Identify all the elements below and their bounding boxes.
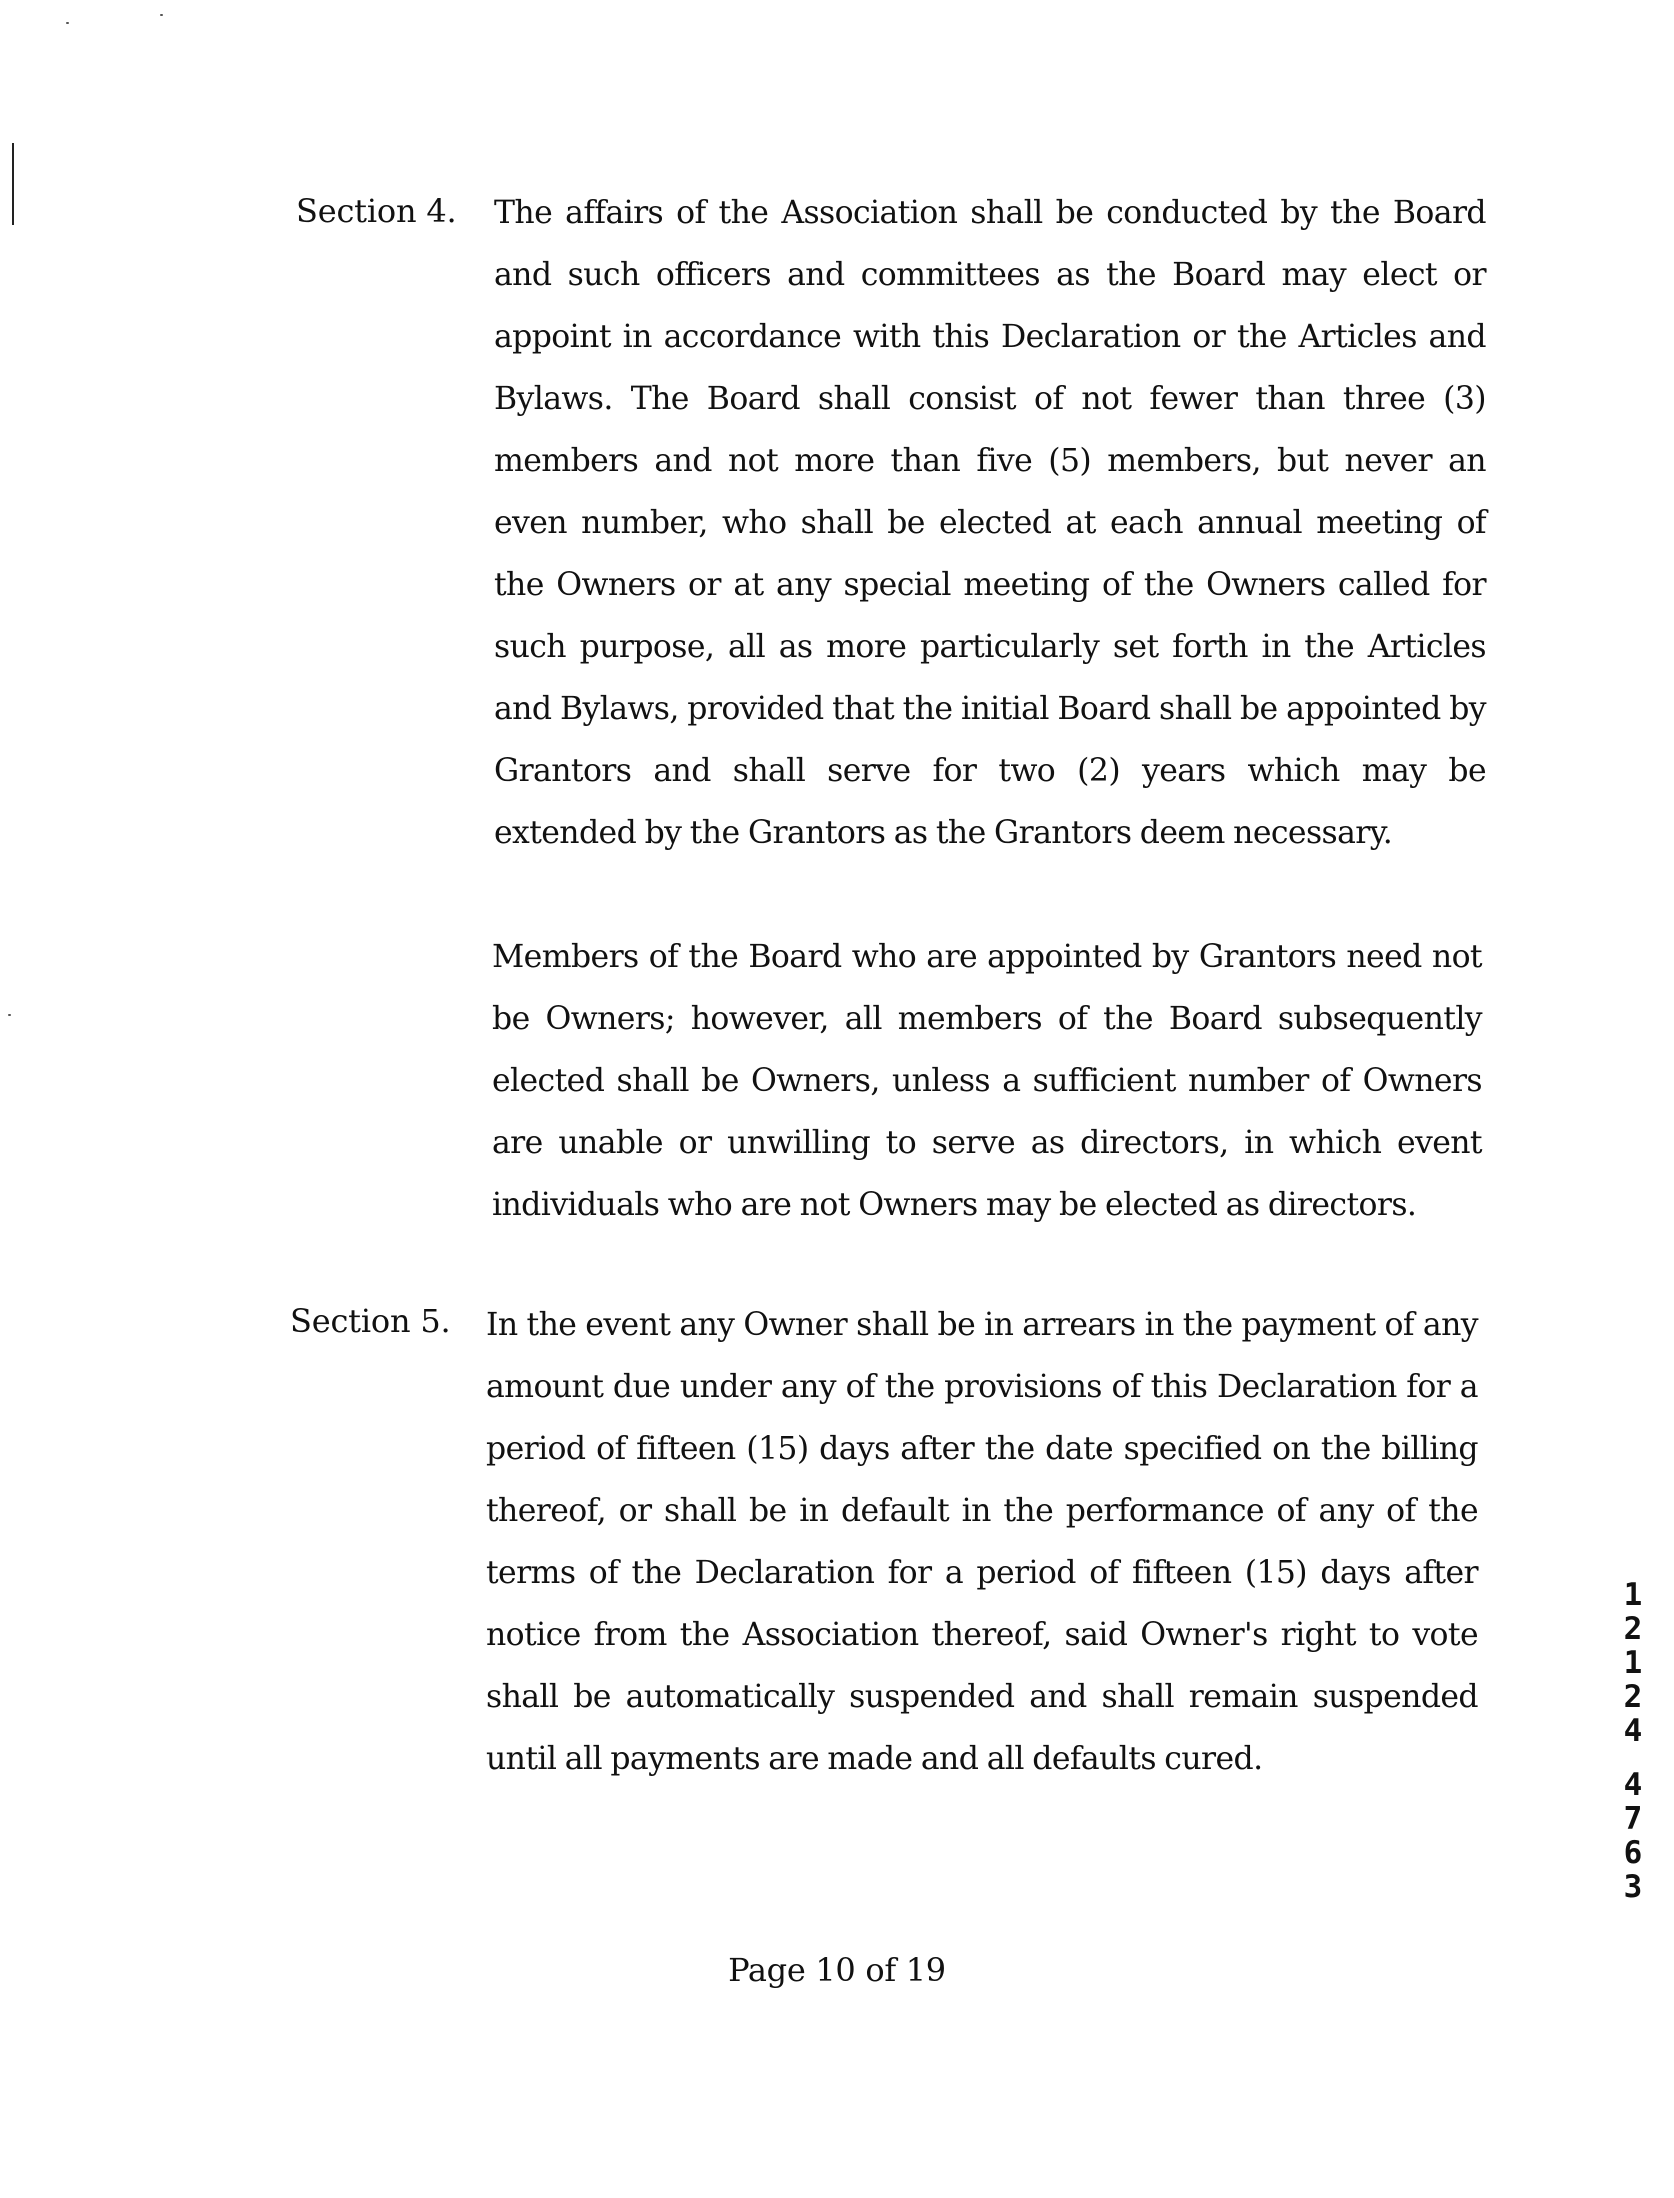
page-number: Page 10 of 19	[728, 1951, 946, 1989]
recording-digit: 1	[1623, 1645, 1643, 1681]
section-5-label: Section 5.	[290, 1302, 451, 1340]
recording-digit: 1	[1623, 1577, 1643, 1613]
recording-digit: 7	[1623, 1801, 1643, 1837]
recording-digit: 2	[1623, 1679, 1643, 1715]
recording-digit: 3	[1623, 1869, 1643, 1905]
section-5-paragraph-1: In the event any Owner shall be in arrears in the payment of any amount due under any of the provisions of this Declaration for a period of fifteen (15) days after the date specified on the billing thereof, or shall be in default in the performance of any of the terms of the Declaration for a period of fifteen (15) days after notice from the Association thereof, said Owner's right to vote shall be automatically suspended and shall remain suspended until all payments are made and all defaults cured.	[486, 1307, 1478, 1777]
section-4-paragraph-1: The affairs of the Association shall be conducted by the Board and such officers and committees as the Board may elect or appoint in accordance with this Declaration or the Articles and Bylaws. The Board shall consist of not fewer than three (3) members and not more than five (5) members, but never an even number, who shall be elected at each annual meeting of the Owners or at any special meeting of the Owners called for such purpose, all as more particularly set forth in the Articles and Bylaws, provided that the initial Board shall be appointed by Grantors and shall serve for two (2) years which may be extended by the Grantors as the Grantors deem necessary.	[494, 195, 1486, 851]
recording-digit: 2	[1623, 1611, 1643, 1647]
section-4-label: Section 4.	[296, 192, 457, 230]
recording-number	[1616, 1578, 1650, 1904]
recording-digit: 4	[1623, 1713, 1643, 1749]
scan-margin-mark	[12, 143, 14, 225]
recording-digit: 4	[1623, 1767, 1643, 1803]
recording-digit: 6	[1623, 1835, 1643, 1871]
scan-speck	[160, 14, 163, 16]
section-4-paragraph-2: Members of the Board who are appointed by Grantors need not be Owners; however, all members of the Board subsequently elected shall be Owners, unless a sufficient number of Owners are unable or unwilling to serve as directors, in which event individuals who are not Owners may be elected as directors.	[492, 939, 1482, 1223]
recording-digit-gap	[1616, 1748, 1650, 1768]
scan-speck	[66, 22, 69, 24]
scan-speck	[8, 1014, 11, 1016]
